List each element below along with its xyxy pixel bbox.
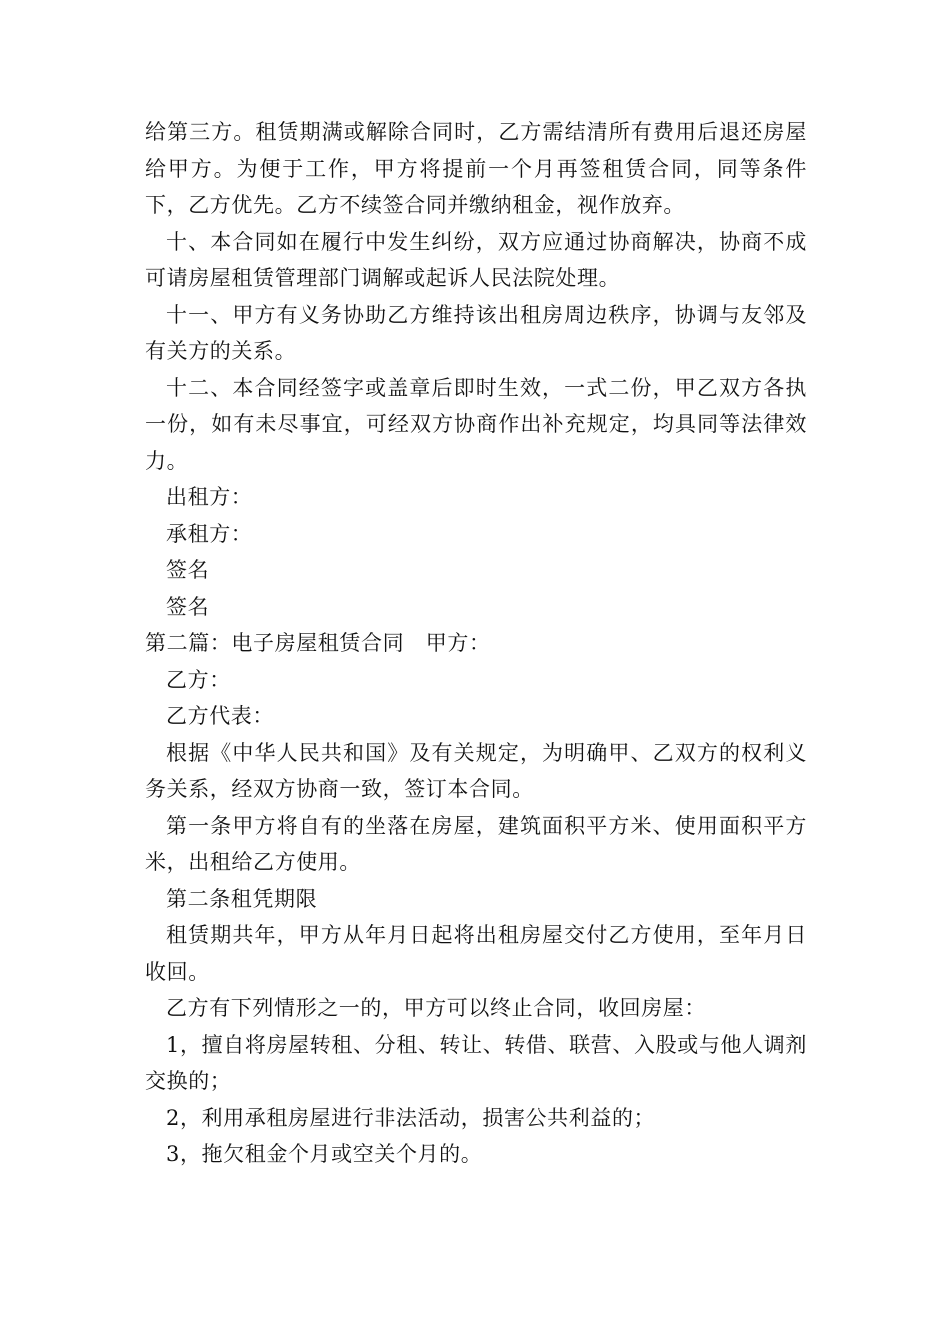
paragraph: 给第三方。租赁期满或解除合同时，乙方需结清所有费用后退还房屋给甲方。为便于工作，甲方将提前一个月再签租赁合同，同等条件下，乙方优先。乙方不续签合同并缴纳租金，视作放弃。 xyxy=(145,120,807,217)
paragraph: 第一条甲方将自有的坐落在房屋，建筑面积平方米、使用面积平方米，出租给乙方使用。 xyxy=(145,813,807,874)
section-heading: 第二篇：电子房屋租赁合同 甲方： xyxy=(145,631,491,655)
signature-label: 签名 xyxy=(166,594,210,619)
signature-label: 签名 xyxy=(166,558,210,582)
paragraph: 十二、本合同经签字或盖章后即时生效，一式二份，甲乙双方各执一份，如有未尽事宜，可经双方协商作出补充规定，均具同等法律效力。 xyxy=(145,375,807,473)
paragraph: 租赁期共年，甲方从年月日起将出租房屋交付乙方使用，至年月日收回。 xyxy=(145,923,807,984)
paragraph: 十一、甲方有义务协助乙方维持该出租房周边秩序，协调与友邻及有关方的关系。 xyxy=(145,302,807,363)
paragraph: 乙方有下列情形之一的，甲方可以终止合同，收回房屋： xyxy=(166,996,706,1020)
party-b-label: 乙方： xyxy=(166,667,231,692)
list-item: 1，擅自将房屋转租、分租、转让、转借、联营、入股或与他人调剂交换的； xyxy=(145,1032,807,1093)
document-body xyxy=(145,114,807,1173)
lessor-label: 出租方： xyxy=(166,485,253,509)
clause-heading: 第二条租凭期限 xyxy=(166,886,318,911)
paragraph: 十、本合同如在履行中发生纠纷，双方应通过协商解决，协商不成可请房屋租赁管理部门调解或起诉人民法院处理。 xyxy=(145,229,807,290)
party-b-representative-label: 乙方代表： xyxy=(166,704,274,728)
list-item: 2，利用承租房屋进行非法活动，损害公共利益的； xyxy=(166,1105,656,1130)
list-item: 3，拖欠租金个月或空关个月的。 xyxy=(166,1142,483,1166)
paragraph: 根据《中华人民共和国》及有关规定，为明确甲、乙双方的权利义务关系，经双方协商一致，签订本合同。 xyxy=(145,740,807,801)
lessee-label: 承租方： xyxy=(166,521,253,546)
